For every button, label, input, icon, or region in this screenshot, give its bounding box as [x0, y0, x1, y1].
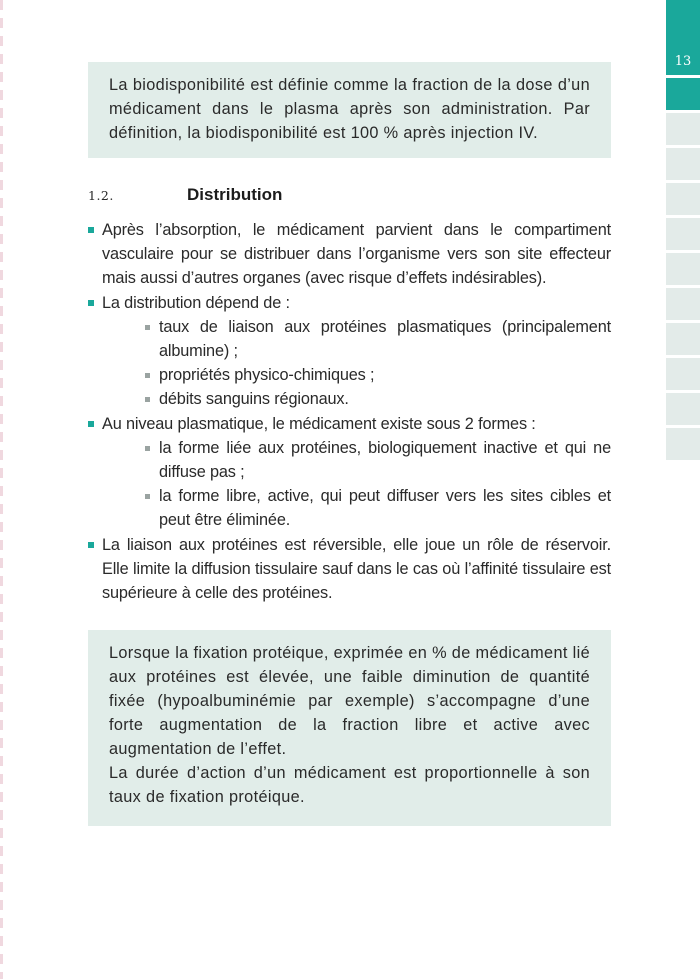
sub-list-item: propriétés physico-chimiques ;: [144, 363, 611, 387]
thumb-tab[interactable]: [666, 148, 700, 180]
page-number: 13: [674, 54, 692, 69]
thumb-tab[interactable]: [666, 323, 700, 355]
thumb-tab-active[interactable]: [666, 78, 700, 110]
sub-bullet-list: [102, 436, 611, 533]
thumb-tab[interactable]: [666, 218, 700, 250]
section-heading: [88, 185, 282, 209]
list-item: La liaison aux protéines est réversible, elle joue un rôle de réservoir. Elle limite la diffusion tissulaire sauf dans le cas où l’affinité tissulaire est supérieure à celle des protéines.: [88, 533, 611, 606]
sub-list-item: débits sanguins régionaux.: [144, 387, 611, 411]
section-title: Distribution: [187, 185, 283, 204]
protein-binding-note-box: [88, 630, 611, 826]
section-number: 1.2.: [88, 188, 114, 203]
note-paragraph: La durée d’action d’un médicament est proportionnelle à son taux de fixation protéique.: [109, 764, 590, 806]
list-item: Après l’absorption, le médicament parvient dans le compartiment vasculaire pour se distribuer dans l’organisme vers son site effecteur mais aussi d’autres organes (avec risque d’effets indésirables).: [88, 218, 611, 291]
thumb-tab[interactable]: [666, 393, 700, 425]
thumb-index: [666, 0, 700, 979]
list-item: Au niveau plasmatique, le médicament existe sous 2 formes : la forme liée aux protéines, biologiquement inactive et qui ne diffuse pas ; la forme libre, active, qui peut diffuser vers les sites cibles et peut être éliminée.: [88, 412, 611, 533]
thumb-tab[interactable]: [666, 113, 700, 145]
list-item: La distribution dépend de : taux de liaison aux protéines plasmatiques (principalement albumine) ; propriétés physico-chimiques ; débits sanguins régionaux.: [88, 291, 611, 412]
definition-text: La biodisponibilité est définie comme la fraction de la dose d’un médicament dans le plasma après son administration. Par définition, la biodisponibilité est 100 % après injection IV.: [109, 76, 590, 142]
thumb-tab[interactable]: [666, 183, 700, 215]
note-paragraph: Lorsque la fixation protéique, exprimée en % de médicament lié aux protéines est élevée, une faible diminution de quantité fixée (hypoalbuminémie par exemple) s’accompagne d’une forte augmentation de la fraction libre et active avec augmentation de l’effet.: [109, 644, 590, 758]
thumb-tab[interactable]: [666, 288, 700, 320]
bioavailability-definition-box: [88, 62, 611, 158]
sub-bullet-list: [102, 315, 611, 412]
thumb-tab[interactable]: [666, 428, 700, 460]
thumb-tab[interactable]: [666, 358, 700, 390]
bullet-list: [88, 218, 611, 605]
thumb-tab[interactable]: [666, 253, 700, 285]
section-body: [88, 218, 611, 605]
sub-list-item: la forme libre, active, qui peut diffuser vers les sites cibles et peut être éliminée.: [144, 484, 611, 532]
sub-list-item: taux de liaison aux protéines plasmatiques (principalement albumine) ;: [144, 315, 611, 363]
page-number-tab: [666, 0, 700, 75]
page-edge-marks: [0, 0, 3, 979]
sub-list-item: la forme liée aux protéines, biologiquement inactive et qui ne diffuse pas ;: [144, 436, 611, 484]
